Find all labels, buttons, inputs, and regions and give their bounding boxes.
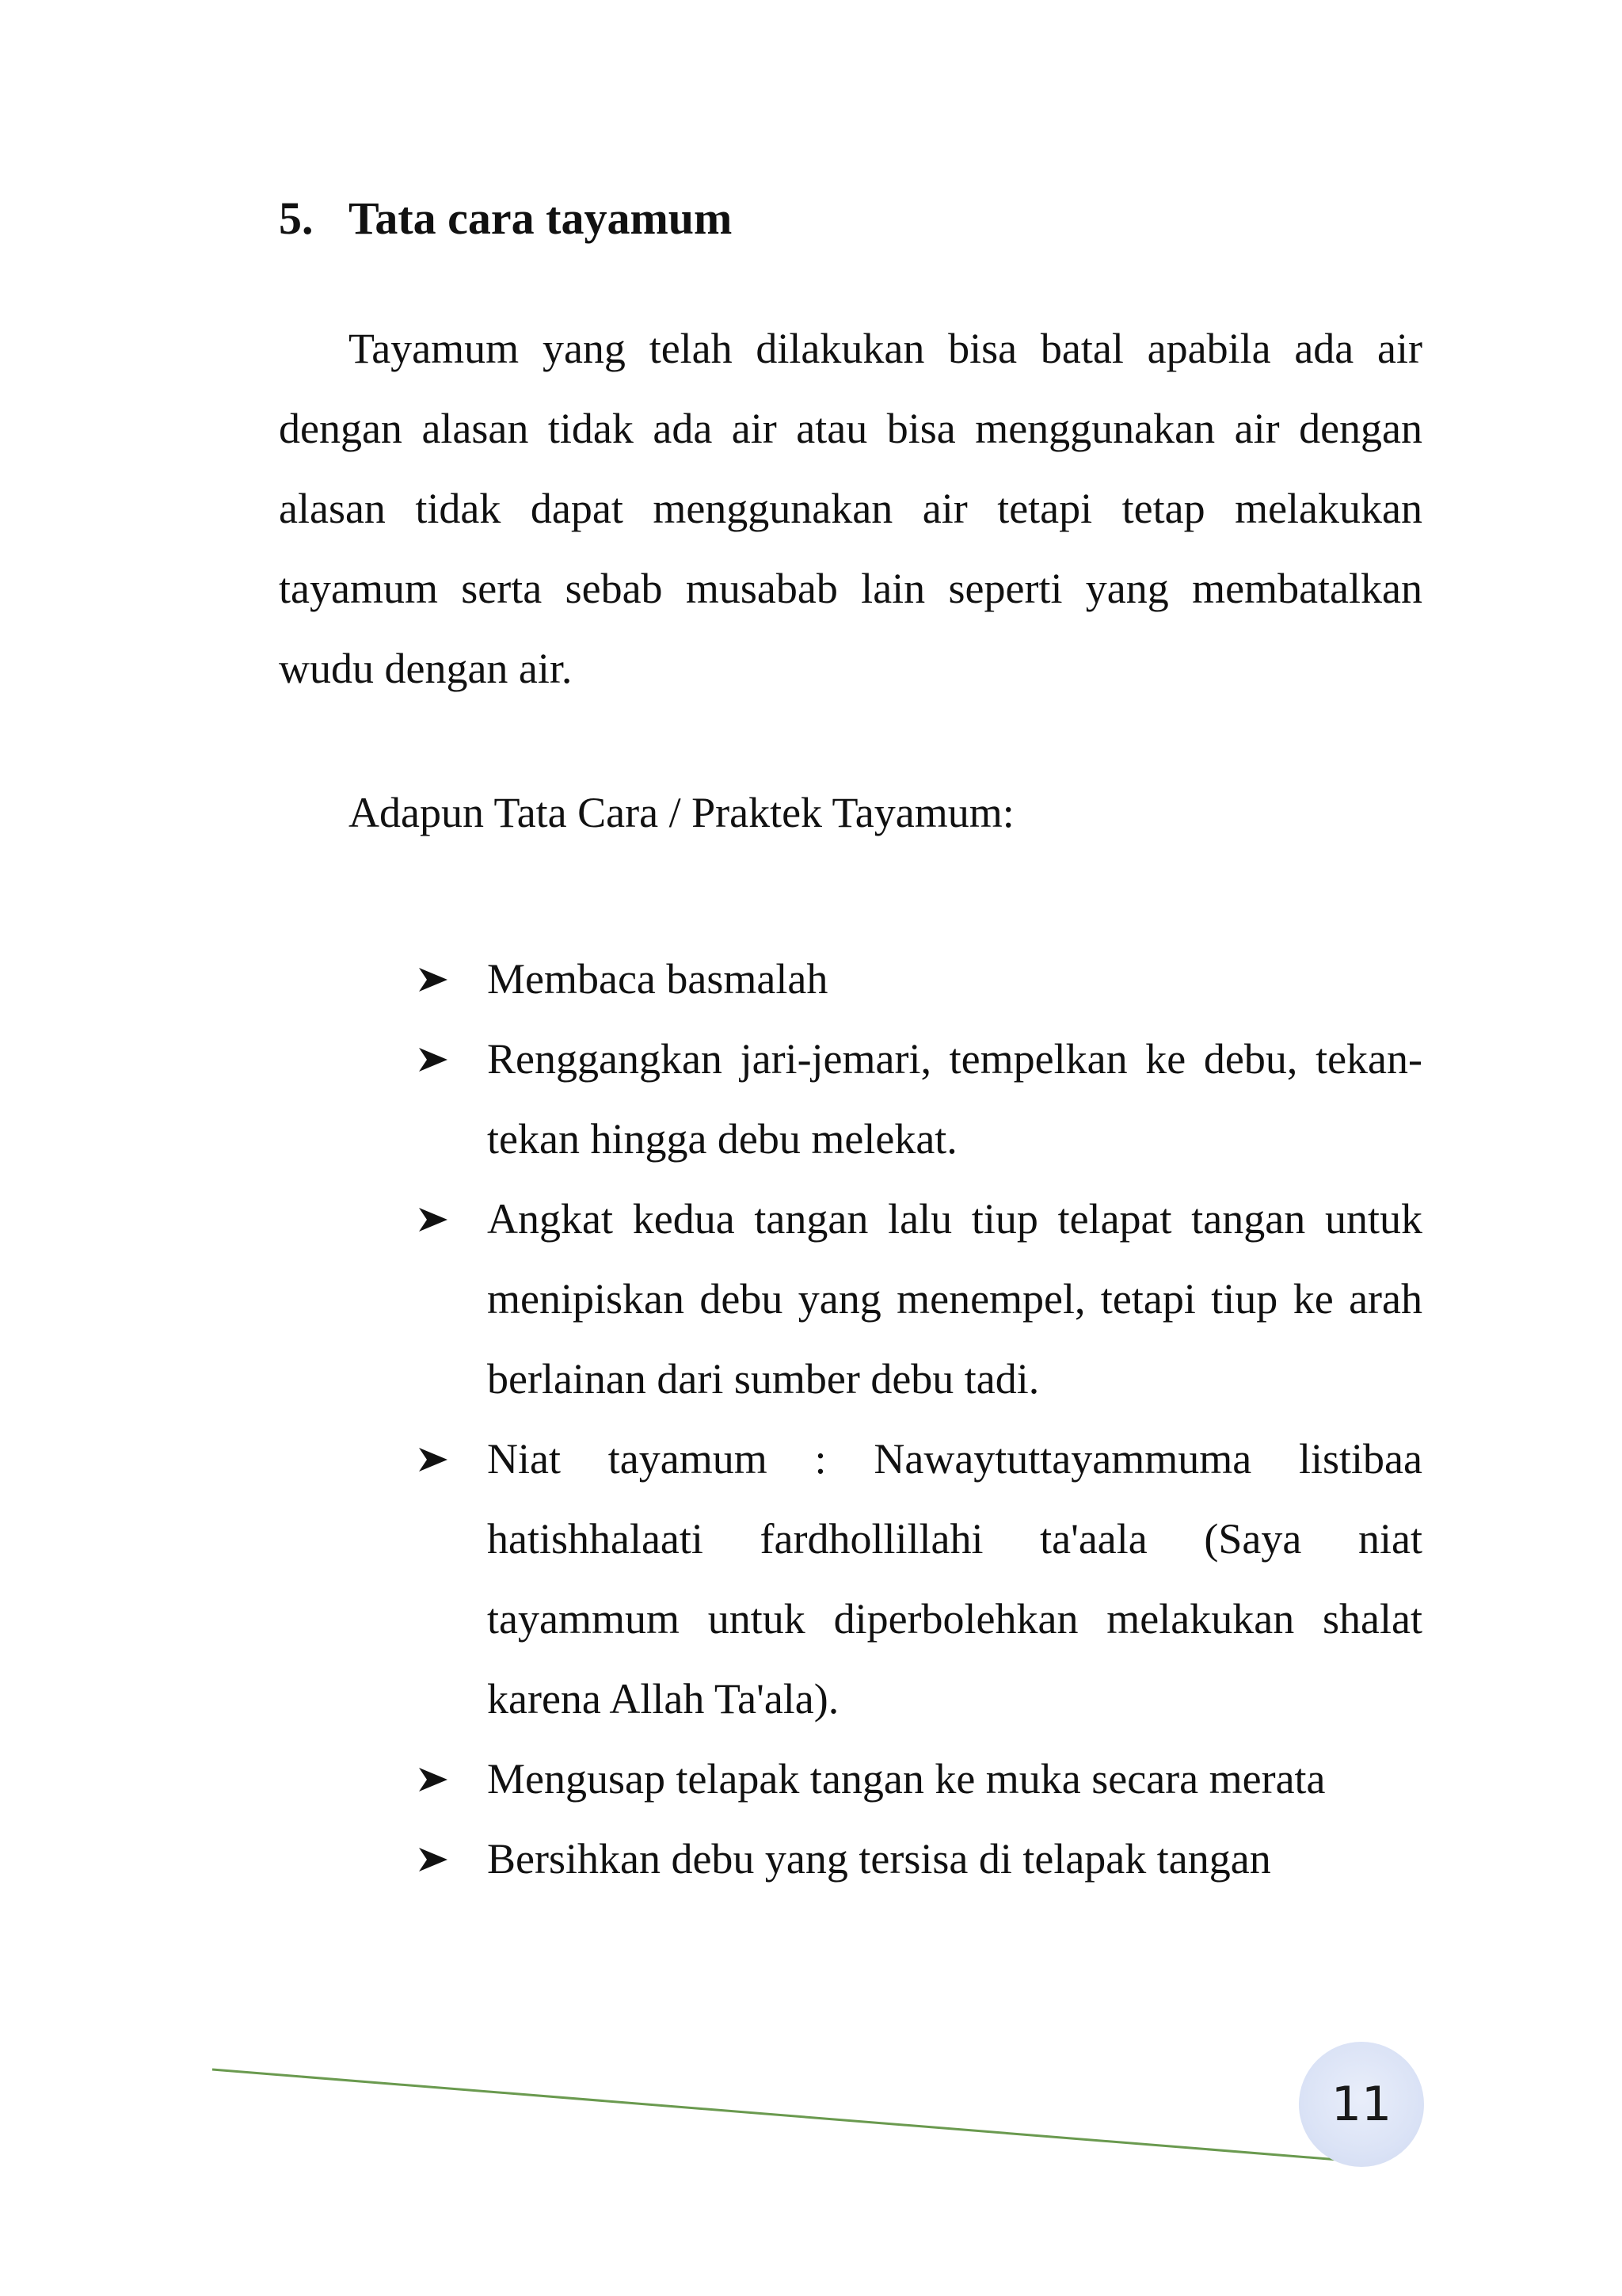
step-text: Membaca basmalah bbox=[487, 955, 828, 1003]
page-number: 11 bbox=[1331, 2077, 1392, 2132]
section-title: Tata cara tayamum bbox=[348, 192, 733, 244]
section-number: 5. bbox=[279, 192, 314, 244]
step-text: Renggangkan jari-jemari, tempelkan ke debu, tekan-tekan hingga debu melekat. bbox=[487, 1035, 1422, 1163]
step-text: Niat tayamum : Nawaytuttayammuma listibaa hatishhalaati fardhollillahi ta'aala (Saya niat tayammum untuk diperbolehkan melakukan shalat karena Allah Ta'ala). bbox=[487, 1435, 1422, 1723]
step-text: Mengusap telapak tangan ke muka secara merata bbox=[487, 1755, 1326, 1803]
steps-intro: Adapun Tata Cara / Praktek Tayamum: bbox=[348, 789, 1015, 836]
body-paragraph: Tayamum yang telah dilakukan bisa batal apabila ada air dengan alasan tidak ada air atau bisa menggunakan air dengan alasan tidak dapat menggunakan air tetapi tetap melakukan tayamum serta sebab musabab lain seperti yang membatalkan wudu dengan air. bbox=[279, 325, 1422, 692]
page-number-badge bbox=[1299, 2042, 1424, 2167]
step-text: Angkat kedua tangan lalu tiup telapat tangan untuk menipiskan debu yang menempel, tetapi tiup ke arah berlainan dari sumber debu tadi. bbox=[487, 1195, 1422, 1403]
step-text: Bersihkan debu yang tersisa di telapak tangan bbox=[487, 1835, 1271, 1883]
